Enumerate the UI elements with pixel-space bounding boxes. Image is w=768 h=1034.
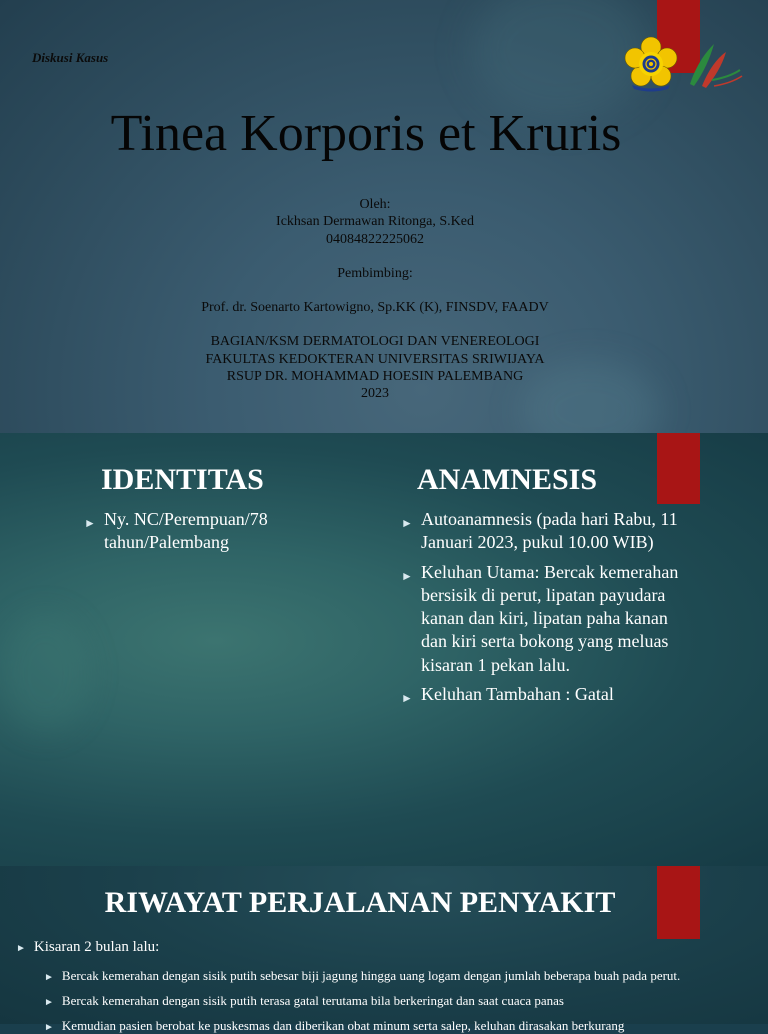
leaf-logo-icon: [680, 40, 744, 92]
title-details: [0, 196, 750, 403]
list-item-text: Bercak kemerahan dengan sisik putih sebesar biji jagung hingga uang logam dengan jumlah beberapa buah pada perut.: [61, 968, 681, 983]
list-item-text: Keluhan Tambahan : Gatal: [421, 684, 614, 705]
identity-anamnesis-slide: [0, 433, 768, 866]
institution-line: RSUP DR. MOHAMMAD HOESIN PALEMBANG: [226, 369, 524, 385]
author-id: 04084822225062: [326, 231, 424, 247]
slide-title: RIWAYAT PERJALANAN PENYAKIT: [104, 886, 616, 919]
background-bokeh: [470, 0, 650, 120]
triangle-bullet-icon: ►: [44, 972, 54, 983]
triangle-bullet-icon: ►: [16, 943, 26, 954]
sub-list-item: [44, 968, 680, 984]
institution-line: FAKULTAS KEDOKTERAN UNIVERSITAS SRIWIJAYA: [205, 351, 545, 367]
list-item-text: Keluhan Utama: Bercak kemerahan bersisik di perut, lipatan payudara kanan dan kiri, lipatan paha kanan dan kiri serta bokong yang meluas kisaran 1 pekan lalu.: [421, 561, 679, 675]
triangle-bullet-icon: ►: [84, 516, 96, 530]
list-item-text: Autoanamnesis (pada hari Rabu, 11 Januari 2023, pukul 10.00 WIB): [421, 509, 678, 553]
slide-title: Tinea Korporis et Kruris: [110, 105, 622, 162]
disease-history-slide: [0, 866, 768, 1033]
sub-list-item: [44, 1018, 624, 1034]
triangle-bullet-icon: ►: [401, 516, 413, 530]
list-item: [16, 939, 159, 956]
list-item: [397, 683, 682, 706]
anamnesis-list: [397, 508, 682, 712]
slide-eyebrow: Diskusi Kasus: [32, 50, 109, 65]
list-item: [397, 508, 682, 555]
identity-heading: IDENTITAS: [101, 463, 264, 496]
identity-list: [80, 508, 310, 561]
sub-list-item: [44, 993, 564, 1009]
title-slide: [0, 0, 768, 433]
year-line: 2023: [361, 386, 389, 402]
anamnesis-heading: ANAMNESIS: [417, 463, 598, 496]
list-item-text: Kemudian pasien berobat ke puskesmas dan diberikan obat minum serta salep, keluhan dirasakan berkurang: [61, 1018, 625, 1033]
author-name: Ickhsan Dermawan Ritonga, S.Ked: [276, 214, 474, 230]
list-item: [397, 561, 682, 677]
triangle-bullet-icon: ►: [44, 1022, 54, 1033]
accent-tab: [657, 433, 700, 504]
triangle-bullet-icon: ►: [401, 568, 413, 583]
university-emblem-icon: [624, 36, 678, 92]
list-item-text: Bercak kemerahan dengan sisik putih terasa gatal terutama bila berkeringat dan saat cuaca panas: [61, 993, 564, 1008]
list-item-text: Ny. NC/Perempuan/78 tahun/Palembang: [104, 509, 268, 553]
list-item: [80, 508, 310, 555]
supervisor-label: Pembimbing:: [337, 265, 413, 281]
triangle-bullet-icon: ►: [44, 997, 54, 1008]
triangle-bullet-icon: ►: [401, 691, 413, 706]
supervisor-name: Prof. dr. Soenarto Kartowigno, Sp.KK (K), FINSDV, FAADV: [201, 300, 549, 316]
list-item-text: Kisaran 2 bulan lalu:: [33, 939, 160, 955]
by-label: Oleh:: [359, 197, 391, 212]
background-bokeh: [0, 613, 90, 733]
institution-line: BAGIAN/KSM DERMATOLOGI DAN VENEREOLOGI: [210, 334, 540, 350]
